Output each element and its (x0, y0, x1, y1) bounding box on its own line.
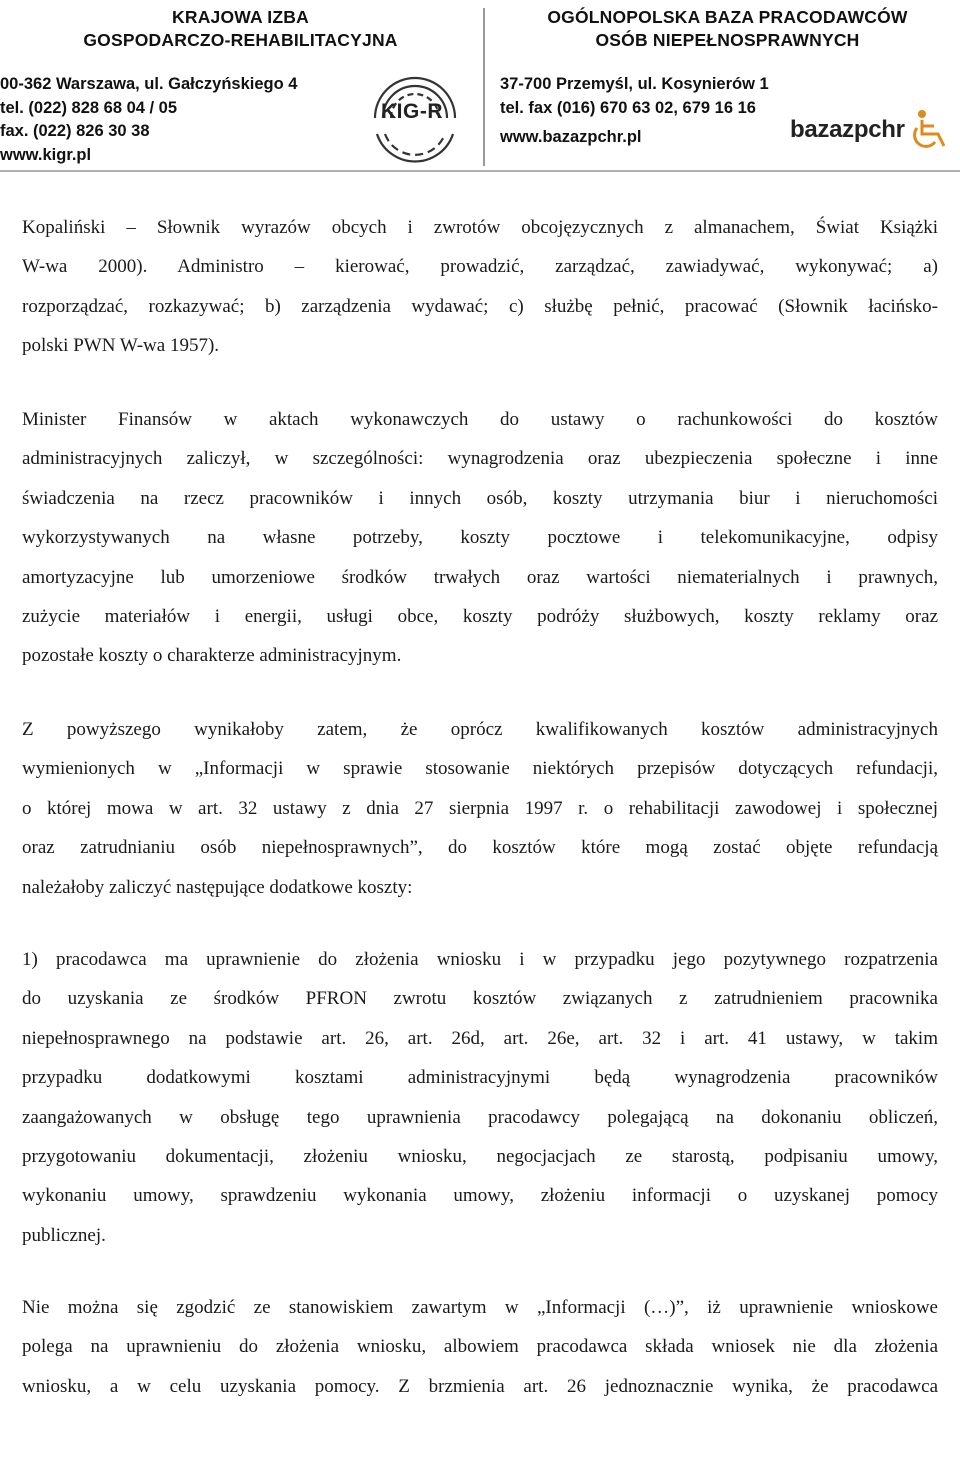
bazapchr-phone: tel. fax (016) 670 63 02, 679 16 16 (500, 98, 756, 117)
bazapchr-logo (790, 116, 905, 144)
kigr-address (0, 73, 297, 167)
bazapchr-street: 37-700 Przemyśl, ul. Kosynierów 1 (500, 75, 769, 93)
kigr-title-line: KRAJOWA IZBA (172, 7, 309, 27)
text-line: zaangażowanych w obsługę tego uprawnienia pracodawcy polegającą na dokonaniu obliczeń, (22, 1106, 938, 1128)
text-line: amortyzacyjne lub umorzeniowe środków trwałych oraz wartości niematerialnych i prawnych, (22, 566, 938, 588)
text-line: rozporządzać, rozkazywać; b) zarządzenia wydawać; c) służbę pełnić, pracować (Słownik łacińsko- (22, 295, 938, 317)
kigr-title-line: GOSPODARCZO-REHABILITACYJNA (83, 30, 398, 50)
text-line: o której mowa w art. 32 ustawy z dnia 27 sierpnia 1997 r. o rehabilitacji zawodowej i społecznej (22, 797, 938, 819)
text-line: Nie można się zgodzić ze stanowiskiem zawartym w „Informacji (…)”, iż uprawnienie wnioskowe (22, 1297, 938, 1318)
bazapchr-logo-text: bazazpchr (790, 116, 905, 143)
kigr-phone: tel. (022) 828 68 04 / 05 (0, 98, 178, 117)
text-line: pozostałe koszty o charakterze administracyjnym. (22, 645, 402, 667)
bazapchr-title-line: OSÓB NIEPEŁNOSPRAWNYCH (595, 30, 860, 50)
paragraph-conclusion (22, 710, 938, 907)
text-line: należałoby zaliczyć następujące dodatkowe koszty: (22, 876, 413, 898)
letterhead-divider (483, 8, 485, 166)
bazapchr-website-link[interactable]: www.bazazpchr.pl (500, 128, 642, 146)
text-line: Kopaliński – Słownik wyrazów obcych i zwrotów obcojęzycznych z almanachem, Świat Książki (22, 217, 938, 238)
kigr-website-link[interactable]: www.kigr.pl (0, 145, 92, 164)
letterhead-bottom-rule (0, 170, 960, 172)
text-line: Minister Finansów w aktach wykonawczych do ustawy o rachunkowości do kosztów (22, 409, 938, 430)
paragraph-definition (22, 208, 938, 366)
text-line: administracyjnych zaliczył, w szczególności: wynagrodzenia oraz ubezpieczenia społeczne i inne (22, 448, 938, 470)
paragraph-disagreement (22, 1288, 938, 1406)
text-line: Z powyższego wynikałoby zatem, że oprócz kwalifikowanych kosztów administracyjnych (22, 719, 938, 740)
bazapchr-title-line: OGÓLNOPOLSKA BAZA PRACODAWCÓW (547, 7, 908, 27)
bazapchr-title (500, 6, 955, 52)
text-line: oraz zatrudnianiu osób niepełnosprawnych”, do kosztów które mogą zostać objęte refundacją (22, 837, 938, 859)
text-line: zużycie materiałów i energii, usługi obce, koszty podróży służbowych, koszty reklamy oraz (22, 605, 938, 627)
kigr-street: 00-362 Warszawa, ul. Gałczyńskiego 4 (0, 75, 298, 93)
text-line: polski PWN W-wa 1957). (22, 335, 220, 357)
letterhead (0, 0, 960, 178)
text-line: wykorzystywanych na własne potrzeby, koszty pocztowe i telekomunikacyjne, odpisy (22, 527, 938, 549)
text-line: polega na uprawnieniu do złożenia wniosku, albowiem pracodawca składa wniosek nie dla złożenia (22, 1336, 938, 1358)
paragraph-point-1 (22, 940, 938, 1255)
bazapchr-address (500, 73, 769, 150)
text-line: wniosku, a w celu uzyskania pomocy. Z brzmienia art. 26 jednoznacznie wynika, że pracodawca (22, 1375, 938, 1397)
kigr-title (18, 6, 463, 52)
text-line: W-wa 2000). Administro – kierować, prowadzić, zarządzać, zawiadywać, wykonywać; a) (22, 256, 938, 278)
text-line: 1) pracodawca ma uprawnienie do złożenia wniosku i w przypadku jego pozytywnego rozpatrzenia (22, 949, 938, 970)
kigr-fax: fax. (022) 826 30 38 (0, 122, 150, 140)
paragraph-minister (22, 400, 938, 676)
kigr-logo-text: KIG-R (381, 100, 443, 123)
text-line: wymienionych w „Informacji w sprawie stosowanie niektórych przepisów dotyczących refundacji, (22, 758, 938, 780)
text-line: wykonaniu umowy, sprawdzeniu wykonania umowy, złożeniu informacji o uzyskanej pomocy (22, 1185, 938, 1207)
text-line: niepełnosprawnego na podstawie art. 26, art. 26d, art. 26e, art. 32 i art. 41 ustawy, w takim (22, 1027, 938, 1049)
wheelchair-icon (908, 108, 954, 150)
text-line: przygotowaniu dokumentacji, złożeniu wniosku, negocjacjach ze starostą, podpisaniu umowy, (22, 1145, 938, 1167)
text-line: publicznej. (22, 1224, 106, 1246)
text-line: świadczenia na rzecz pracowników i innych osób, koszty utrzymania biur i nieruchomości (22, 487, 938, 509)
text-line: przypadku dodatkowymi kosztami administracyjnymi będą wynagrodzenia pracowników (22, 1067, 938, 1089)
text-line: do uzyskania ze środków PFRON zwrotu kosztów związanych z zatrudnieniem pracownika (22, 988, 938, 1010)
